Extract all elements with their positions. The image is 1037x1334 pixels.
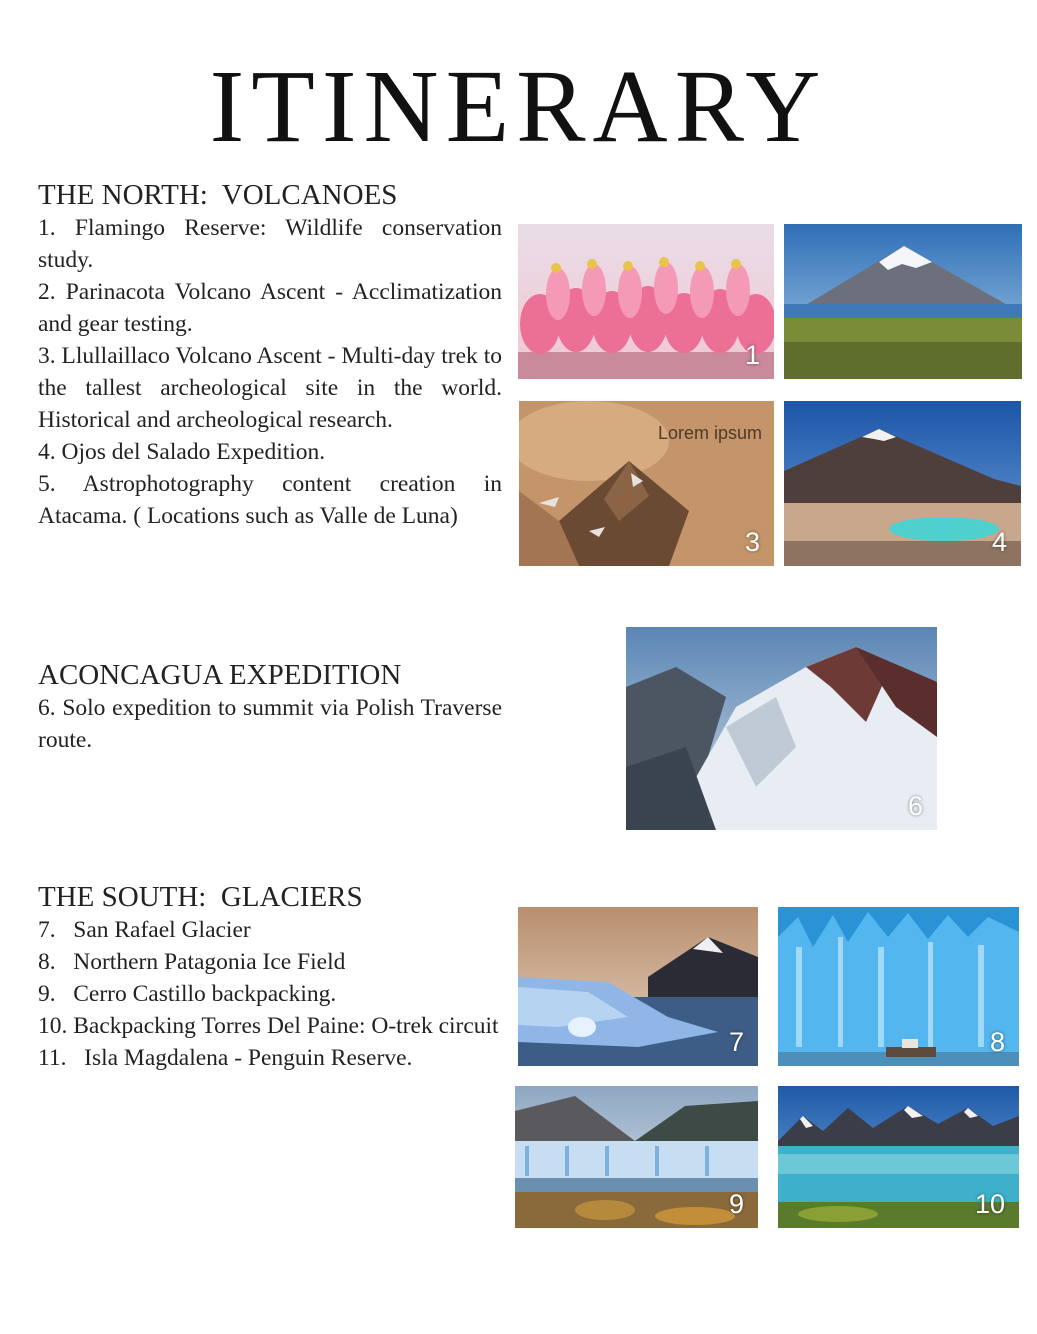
image-overlay-text: Lorem ipsum: [657, 423, 762, 443]
photo-number: 7: [728, 1027, 744, 1057]
section-heading-south: THE SOUTH: GLACIERS: [38, 881, 363, 913]
photo-parinacota: [784, 224, 1022, 379]
photo-number: 1: [744, 340, 760, 370]
list-item: 5. Astrophotography content creation in Atacama. ( Locations such as Valle de Luna): [38, 471, 502, 529]
photo-number: 9: [728, 1189, 744, 1219]
photo-number: 3: [744, 527, 760, 557]
list-item: 9. Cerro Castillo backpacking.: [38, 981, 337, 1007]
photo-flamingos: [518, 224, 774, 379]
list-item: 10. Backpacking Torres Del Paine: O-trek circuit: [38, 1013, 499, 1039]
section-heading-aconcagua: ACONCAGUA EXPEDITION: [38, 659, 402, 691]
list-item: 1. Flamingo Reserve: Wildlife conservation study.: [38, 215, 502, 273]
photo-number: 8: [989, 1027, 1005, 1057]
photo-aconcagua: [626, 627, 937, 830]
photo-llullaillaco: [519, 401, 774, 566]
photo-number: 6: [907, 791, 923, 821]
list-item: 6. Solo expedition to summit via Polish Traverse route.: [38, 695, 502, 753]
list-item: 3. Llullaillaco Volcano Ascent - Multi-day trek to the tallest archeological site in the world. Historical and archeological research.: [38, 343, 502, 433]
section-aconcagua: [38, 658, 502, 756]
photo-ojos-del-salado: [784, 401, 1021, 566]
section-heading-north: THE NORTH: VOLCANOES: [38, 179, 398, 211]
list-item: 2. Parinacota Volcano Ascent - Acclimatization and gear testing.: [38, 279, 502, 337]
section-north: [38, 178, 502, 532]
photo-san-rafael: [518, 907, 758, 1066]
photo-number: 4: [991, 527, 1007, 557]
list-item: 8. Northern Patagonia Ice Field: [38, 949, 346, 975]
list-item: 11. Isla Magdalena - Penguin Reserve.: [38, 1045, 413, 1071]
section-south: [38, 880, 502, 1074]
page-title: ITINERARY: [209, 49, 828, 164]
photo-cerro-castillo: [515, 1086, 758, 1228]
photo-torres-del-paine: [778, 1086, 1019, 1228]
photo-number: 10: [974, 1189, 1005, 1219]
photo-ice-field: [778, 907, 1019, 1066]
list-item: 7. San Rafael Glacier: [38, 917, 251, 943]
list-item: 4. Ojos del Salado Expedition.: [38, 439, 326, 465]
